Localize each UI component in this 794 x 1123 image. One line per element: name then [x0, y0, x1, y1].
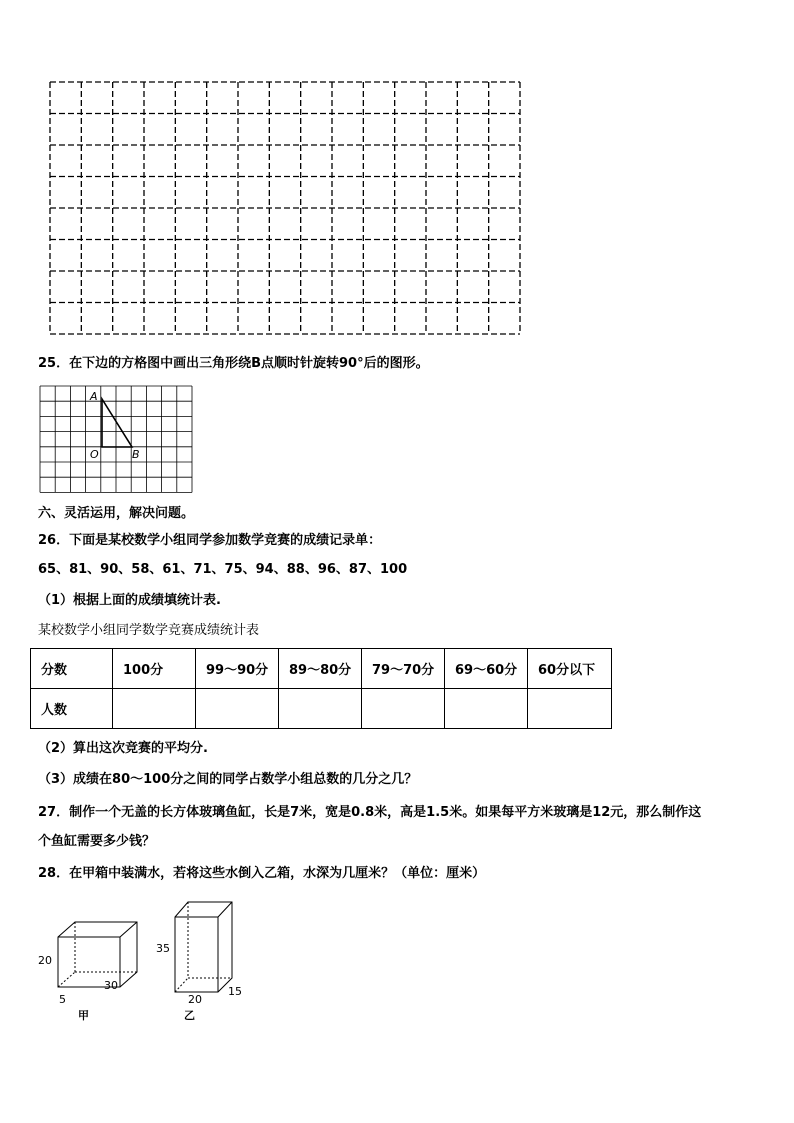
header-cell-70-79: 79～70分 [362, 649, 445, 689]
question-26-part1: （1）根据上面的成绩填统计表. [38, 593, 221, 608]
box-yi-height: 35 [156, 942, 170, 955]
answer-cell [445, 689, 528, 729]
question-27-line1: 27．制作一个无盖的长方体玻璃鱼缸，长是7米，宽是0.8米，高是1.5米。如果每平方米玻璃是12元，那么制作这 [38, 805, 702, 820]
answer-cell [362, 689, 445, 729]
box-jia-width: 5 [59, 993, 66, 1006]
answer-cell [528, 689, 612, 729]
answer-cell [196, 689, 279, 729]
question-28-text: 28．在甲箱中装满水，若将这些水倒入乙箱，水深为几厘米？（单位：厘米） [38, 866, 486, 881]
box-jia [58, 922, 137, 987]
box-jia-name: 甲 [78, 1009, 89, 1022]
table-count-row [31, 689, 612, 729]
table-header-row [31, 649, 612, 689]
box-yi-width: 15 [228, 985, 242, 998]
rotation-grid-figure [38, 384, 194, 496]
header-cell-60-69: 69～60分 [445, 649, 528, 689]
header-cell-90-99: 99～90分 [196, 649, 279, 689]
label-a: A [90, 390, 98, 403]
header-cell-below-60: 60分以下 [528, 649, 612, 689]
table-title: 某校数学小组同学数学竞赛成绩统计表 [38, 623, 260, 638]
question-26-part3: （3）成绩在80～100分之间的同学占数学小组总数的几分之几？ [38, 772, 418, 787]
box-jia-length: 30 [104, 979, 118, 992]
box-jia-height: 20 [38, 954, 52, 967]
answer-cell [113, 689, 196, 729]
box-yi-length: 20 [188, 993, 202, 1006]
question-26-part2: （2）算出这次竞赛的平均分. [38, 741, 208, 756]
question-25-text: 25．在下边的方格图中画出三角形绕B点顺时针旋转90°后的图形。 [38, 356, 429, 371]
question-27-line2: 个鱼缸需要多少钱？ [38, 834, 156, 849]
label-b: B [132, 448, 140, 461]
score-statistics-table [30, 648, 612, 729]
header-cell-100: 100分 [113, 649, 196, 689]
box-yi [175, 902, 232, 992]
section-6-heading: 六、灵活运用，解决问题。 [38, 506, 195, 521]
triangle-aob [102, 399, 132, 447]
row-label-count: 人数 [31, 689, 113, 729]
label-o: O [90, 448, 99, 461]
boxes-figure [30, 892, 260, 1026]
answer-cell [279, 689, 362, 729]
dashed-answer-grid [48, 80, 522, 336]
header-cell-80-89: 89～80分 [279, 649, 362, 689]
box-yi-name: 乙 [184, 1009, 195, 1022]
header-cell-score: 分数 [31, 649, 113, 689]
question-26-intro: 26．下面是某校数学小组同学参加数学竞赛的成绩记录单： [38, 533, 382, 548]
score-list: 65、81、90、58、61、71、75、94、88、96、87、100 [38, 562, 408, 577]
